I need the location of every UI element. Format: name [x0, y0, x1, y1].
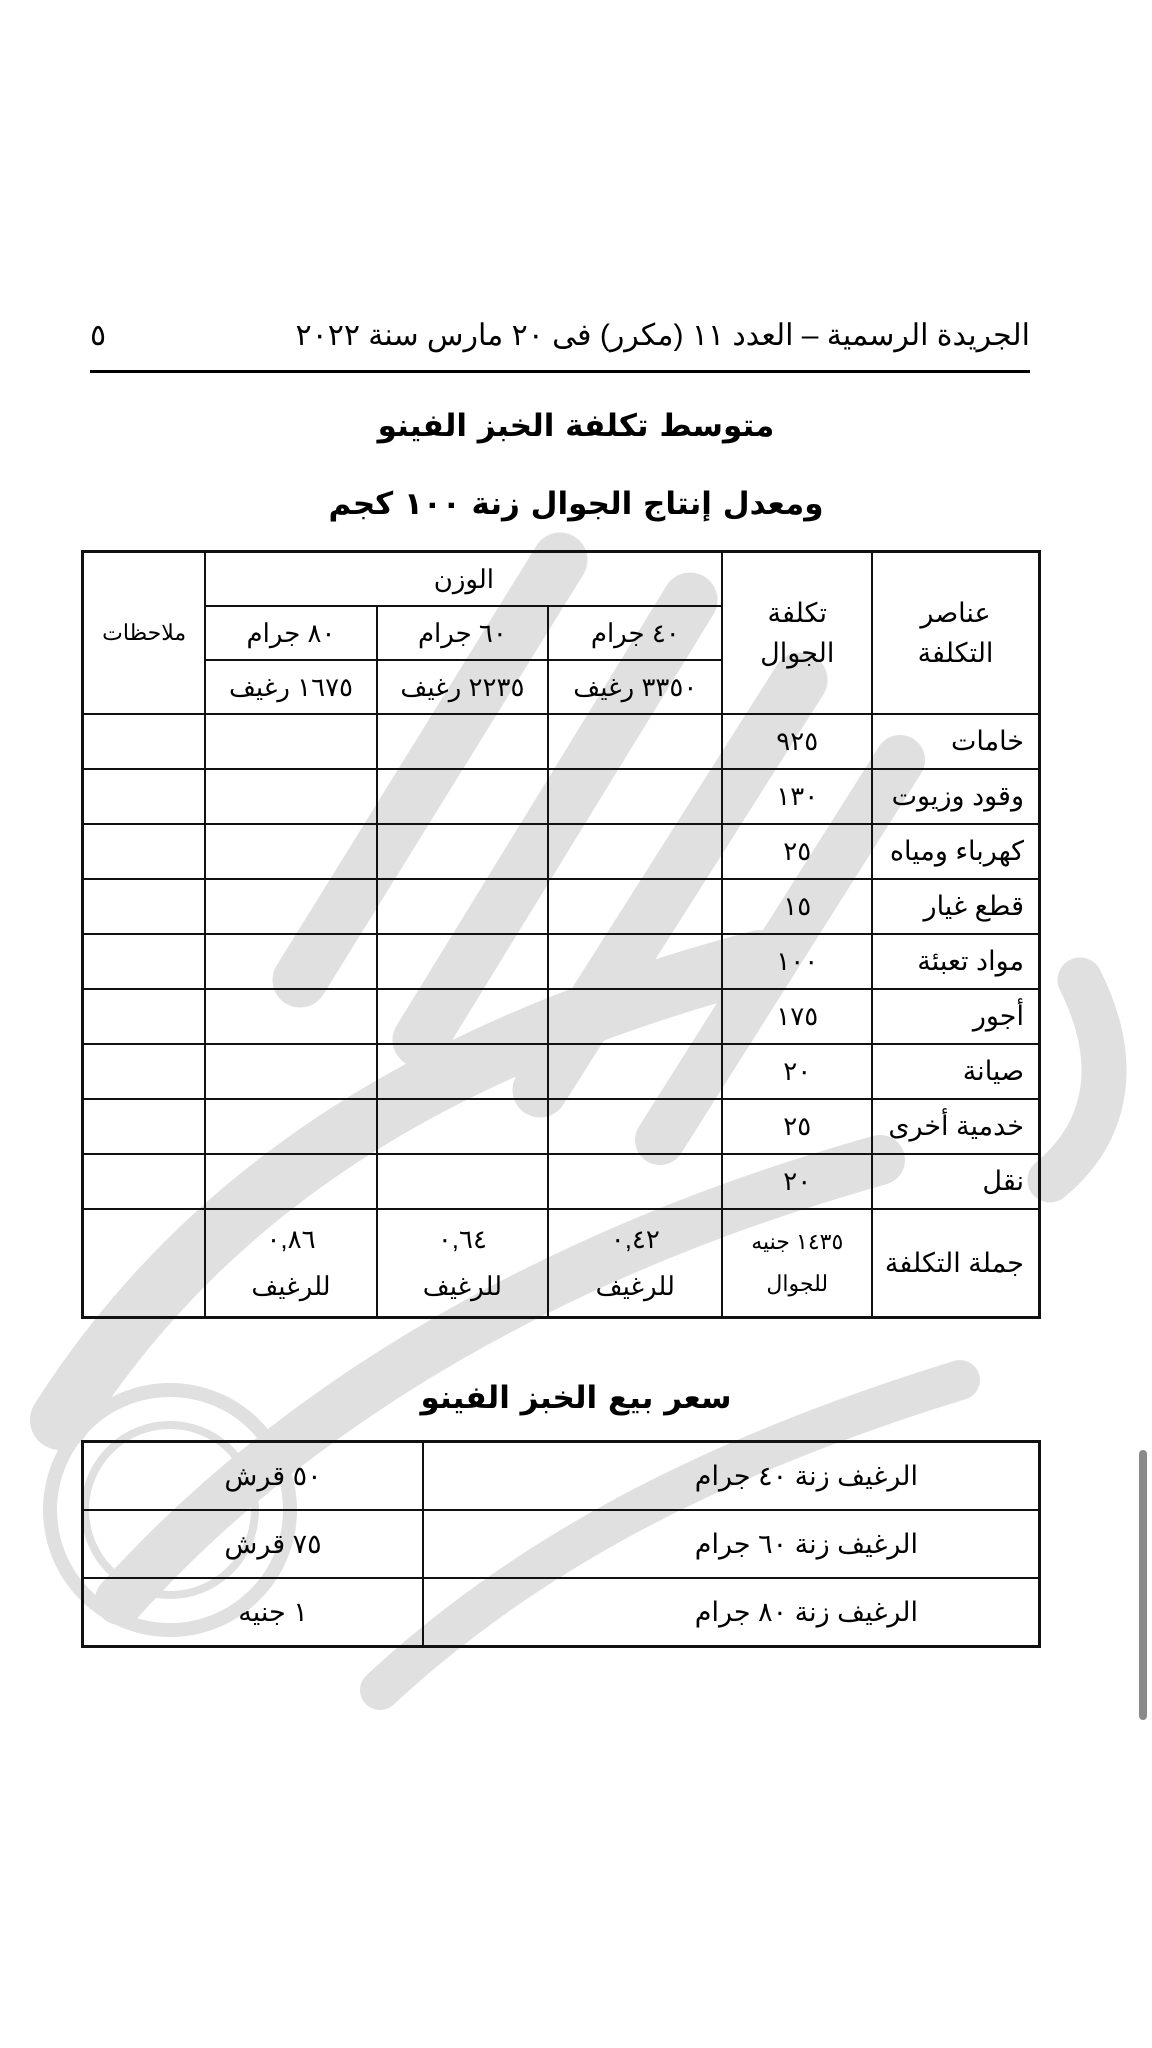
row-cost: ٢٥: [722, 824, 872, 879]
table-row: [83, 1510, 1040, 1578]
total-per-loaf-80g: ٠,٨٦ للرغيف: [205, 1209, 376, 1318]
total-label: جملة التكلفة: [872, 1209, 1040, 1318]
row-item: خدمية أخرى: [872, 1099, 1040, 1154]
total-row: [83, 1209, 1040, 1318]
price-row-label: الرغيف زنة ٨٠ جرام: [423, 1578, 1040, 1647]
table-row: [83, 714, 1040, 769]
price-title: سعر بيع الخبز الفينو: [420, 1380, 732, 1416]
price-row-label: الرغيف زنة ٤٠ جرام: [423, 1442, 1040, 1511]
header-sack-cost: تكلفة الجوال: [722, 552, 872, 715]
table-row: [83, 1578, 1040, 1647]
table-row: [83, 1099, 1040, 1154]
price-row-value: ٧٥ قرش: [83, 1510, 424, 1578]
row-cost: ١٥: [722, 879, 872, 934]
row-item: كهرباء ومياه: [872, 824, 1040, 879]
row-cost: ٢٠: [722, 1044, 872, 1099]
page-header: [90, 312, 1030, 364]
gazette-header-title: الجريدة الرسمية – العدد ١١ (مكرر) فى ٢٠ مارس سنة ٢٠٢٢: [295, 319, 1030, 352]
row-cost: ٢٥: [722, 1099, 872, 1154]
table-row: [83, 824, 1040, 879]
header-divider: [90, 370, 1030, 373]
header-weight-60g: ٦٠ جرام: [377, 606, 548, 660]
table-row: [83, 879, 1040, 934]
header-cost-elements: عناصر التكلفة: [872, 552, 1040, 715]
sub-title: ومعدل إنتاج الجوال زنة ١٠٠ كجم: [328, 486, 824, 522]
scrollbar[interactable]: [1139, 1450, 1147, 1720]
price-row-value: ٥٠ قرش: [83, 1442, 424, 1511]
table-row: [83, 934, 1040, 989]
cost-table: [81, 550, 1041, 1319]
row-item: نقل: [872, 1154, 1040, 1209]
row-item: وقود وزيوت: [872, 769, 1040, 824]
row-cost: ٩٢٥: [722, 714, 872, 769]
table-row: [83, 1154, 1040, 1209]
price-table: [81, 1440, 1041, 1648]
table-row: [83, 769, 1040, 824]
row-item: صيانة: [872, 1044, 1040, 1099]
total-per-loaf-40g: ٠,٤٢ للرغيف: [548, 1209, 722, 1318]
total-per-loaf-60g: ٠,٦٤ للرغيف: [377, 1209, 548, 1318]
row-cost: ١٣٠: [722, 769, 872, 824]
page-number: ٥: [90, 319, 107, 352]
main-title: متوسط تكلفة الخبز الفينو: [377, 408, 775, 444]
header-weight-80g: ٨٠ جرام: [205, 606, 376, 660]
total-sack-cost: ١٤٣٥ جنيه للجوال: [722, 1209, 872, 1318]
header-loaves-60g: ٢٢٣٥ رغيف: [377, 660, 548, 714]
price-row-value: ١ جنيه: [83, 1578, 424, 1647]
header-weight-40g: ٤٠ جرام: [548, 606, 722, 660]
row-cost: ١٠٠: [722, 934, 872, 989]
row-item: أجور: [872, 989, 1040, 1044]
header-notes: ملاحظات: [83, 552, 206, 715]
header-loaves-80g: ١٦٧٥ رغيف: [205, 660, 376, 714]
row-cost: ٢٠: [722, 1154, 872, 1209]
row-item: خامات: [872, 714, 1040, 769]
header-loaves-40g: ٣٣٥٠ رغيف: [548, 660, 722, 714]
row-item: قطع غيار: [872, 879, 1040, 934]
table-row: [83, 989, 1040, 1044]
table-row: [83, 1442, 1040, 1511]
table-row: [83, 1044, 1040, 1099]
header-weight: الوزن: [205, 552, 722, 607]
row-cost: ١٧٥: [722, 989, 872, 1044]
price-row-label: الرغيف زنة ٦٠ جرام: [423, 1510, 1040, 1578]
row-item: مواد تعبئة: [872, 934, 1040, 989]
